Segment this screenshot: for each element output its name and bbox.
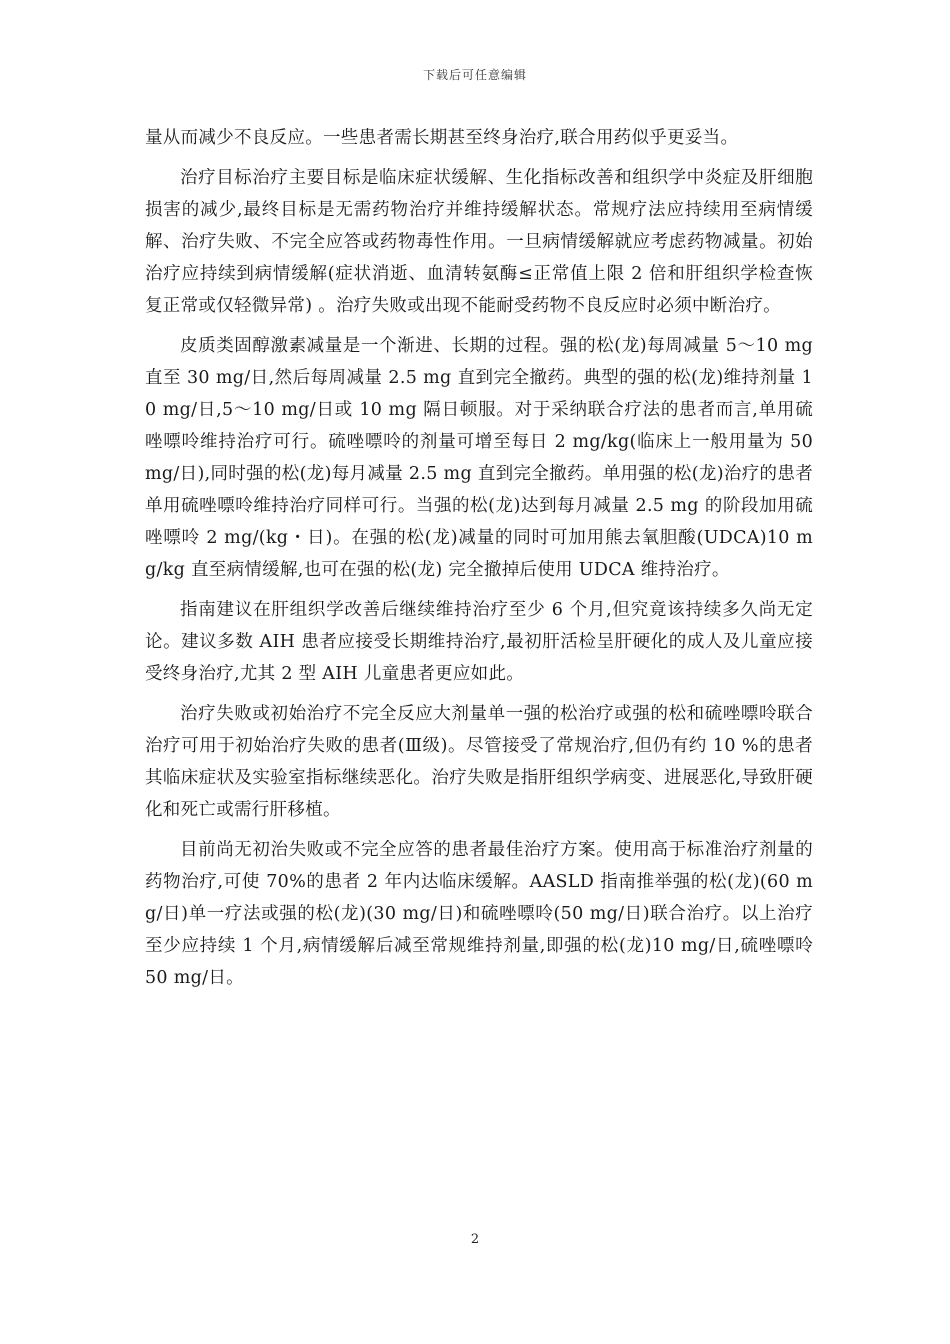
document-body — [145, 122, 813, 1002]
paragraph-maintenance-duration: 指南建议在肝组织学改善后继续维持治疗至少 6 个月,但究竟该持续多久尚无定论。建议多数 AIH 患者应接受长期维持治疗,最初肝活检呈肝硬化的成人及儿童应接受终身治疗,尤其 2 型 AIH 儿童患者更应如此。 — [145, 600, 813, 684]
page-number: 2 — [470, 1232, 480, 1247]
page-header: 下载后可任意编辑 — [422, 68, 527, 82]
paragraph-corticosteroid-tapering: 皮质类固醇激素减量是一个渐进、长期的过程。强的松(龙)每周减量 5～10 mg 直至 30 mg/日,然后每周减量 2.5 mg 直到完全撤药。典型的强的松(龙)维持剂量 10 mg/日,5～10 mg/日或 10 mg 隔日顿服。对于采纳联合疗法的患者而言,单用硫唑嘌呤维持治疗可行。硫唑嘌呤的剂量可增至每日 2 mg/kg(临床上一般用量为 50 mg/日),同时强的松(龙)每月减量 2.5 mg 直到完全撤药。单用强的松(龙)治疗的患者单用硫唑嘌呤维持治疗同样可行。当强的松(龙)达到每月减量 2.5 mg 的阶段加用硫唑嘌呤 2 mg/(kg・日)。在强的松(龙)减量的同时可加用熊去氧胆酸(UDCA)10 mg/kg 直至病情缓解,也可在强的松(龙) 完全撤掉后使用 UDCA 维持治疗。 — [145, 336, 813, 580]
paragraph-treatment-failure: 治疗失败或初始治疗不完全反应大剂量单一强的松治疗或强的松和硫唑嘌呤联合治疗可用于初始治疗失败的患者(Ⅲ级)。尽管接受了常规治疗,但仍有约 10 %的患者其临床症状及实验室指标继续恶化。治疗失败是指肝组织学病变、进展恶化,导致肝硬化和死亡或需行肝移植。 — [145, 704, 813, 820]
paragraph-optimal-regimen: 目前尚无初治失败或不完全应答的患者最佳治疗方案。使用高于标准治疗剂量的药物治疗,可使 70%的患者 2 年内达临床缓解。AASLD 指南推举强的松(龙)(60 mg/日)单一疗法或强的松(龙)(30 mg/日)和硫唑嘌呤(50 mg/日)联合治疗。以上治疗至少应持续 1 个月,病情缓解后减至常规维持剂量,即强的松(龙)10 mg/日,硫唑嘌呤 50 mg/日。 — [145, 840, 813, 988]
paragraph-treatment-goals: 治疗目标治疗主要目标是临床症状缓解、生化指标改善和组织学中炎症及肝细胞损害的减少,最终目标是无需药物治疗并维持缓解状态。常规疗法应持续用至病情缓解、治疗失败、不完全应答或药物毒性作用。一旦病情缓解就应考虑药物减量。初始治疗应持续到病情缓解(症状消逝、血清转氨酶≤正常值上限 2 倍和肝组织学检查恢复正常或仅轻微异常) 。治疗失败或出现不能耐受药物不良反应时必须中断治疗。 — [145, 168, 813, 316]
paragraph-continuation: 量从而减少不良反应。一些患者需长期甚至终身治疗,联合用药似乎更妥当。 — [145, 128, 739, 148]
